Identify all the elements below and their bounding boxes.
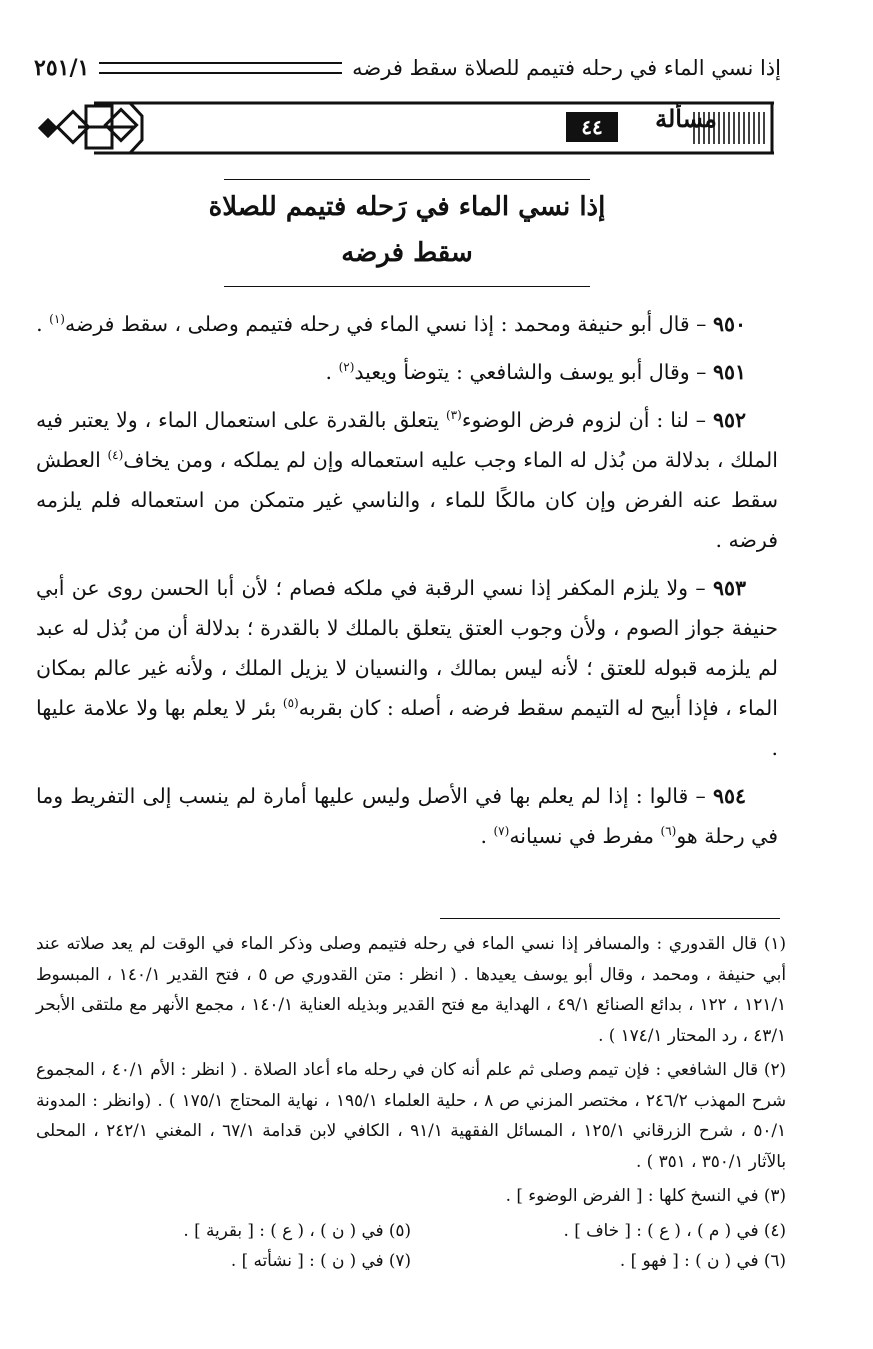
paragraph-954: [36, 776, 778, 856]
issue-label: مسألة: [655, 104, 717, 133]
footnote-6: (٦) في ( ن ) : [ فهو ] .: [619, 1250, 786, 1270]
paragraph-952: [36, 400, 778, 560]
paragraph-text-tail: يتعلق بالقدرة على استعمال الماء ، ولا يعتبر فيه الملك ، بدلالة من بُذل له الماء وجب عليه استعماله وإن لم يملكه ، ومن يخاف: [36, 408, 778, 472]
footnote-ref: (١): [49, 312, 65, 327]
footnote-row-6-7: [36, 1245, 786, 1276]
paragraph-text: – قالوا : إذا لم يعلم بها في الأصل وليس عليها أمارة لم ينسب إلى التفريط وما في رحلة هو: [36, 784, 778, 848]
title-rule-bottom: [224, 286, 590, 287]
paragraph-number: ٩٥٢: [712, 408, 746, 432]
footnote-2: (٢) قال الشافعي : فإن تيمم وصلى ثم علم أنه كان في رحله ماء أعاد الصلاة . ( انظر : الأم ٤٠/١ ، المجموع شرح المهذب ٢٤٦/٢ ، مختصر المزني ص ٨ ، حلية العلماء ١٩٥/١ ، نهاية المحتاج ١٧٥/١ ) . (وانظر : المدونة ٥٠/١ ، شرح الزرقاني ١٢٥/١ ، المسائل الفقهية ٩١/١ ، الكافي لابن قدامة ٦٧/١ ، المغني ٢٤٢/١ ، المحلى بالآثار ٣٥٠/١ ، ٣٥١ ) .: [36, 1059, 787, 1171]
footnote-7: (٧) في ( ن ) : [ نشأته ] .: [230, 1250, 411, 1270]
chapter-title-line-2: سقط فرضه: [341, 238, 473, 268]
paragraph-text-tail: .: [325, 360, 339, 384]
paragraph-number: ٩٥٠: [712, 312, 746, 336]
page-number: ٢٥١/١: [34, 55, 90, 81]
paragraph-953: [36, 568, 778, 768]
footnote-1: (١) قال القدوري : والمسافر إذا نسي الماء في رحله فتيمم وصلى وذكر الماء في الوقت لم يعد صلاته عند أبي حنيفة ، ومحمد ، وقال أبو يوسف يعيدها . ( انظر : متن القدوري ص ٥ ، فتح القدير ١٤٠/١ ، المبسوط ١٢١/١ ، ١٢٢ ، بدائع الصنائع ٤٩/١ ، الهداية مع فتح القدير وبذيله العناية ١٤٠/١ ، مجمع الأنهر مع ملتقى الأبحر ٤٣/١ ، رد المحتار ١٧٤/١ ) .: [36, 933, 786, 1045]
paragraph-text-tail: العطش سقط عنه الفرض وإن كان مالكًا للماء ، والناسي غير متمكن من استعماله فلم يلزمه فرضه .: [36, 448, 778, 552]
paragraph-text-tail: .: [36, 312, 50, 336]
footnote-5: (٥) في ( ن ) ، ( ع ) : [ بقرية ] .: [183, 1219, 411, 1240]
paragraph-text-tail: .: [480, 824, 494, 848]
footnote-ref: (٢): [338, 360, 355, 375]
issue-banner: [34, 100, 774, 156]
chapter-title-line-1: إذا نسي الماء في رَحله فتيمم للصلاة: [208, 192, 606, 222]
running-header-rule: [99, 62, 342, 74]
footnote-3: (٣) في النسخ كلها : [ الفرض الوضوء ] .: [505, 1185, 786, 1205]
paragraph-text-tail: مفرط في نسيانه: [509, 824, 661, 848]
paragraph-950: [36, 304, 778, 344]
paragraph-number: ٩٥١: [712, 360, 746, 384]
paragraph-951: [36, 352, 778, 392]
footnote-ref: (٧): [493, 824, 510, 839]
paragraph-text: – قال أبو حنيفة ومحمد : إذا نسي الماء في رحله فتيمم وصلى ، سقط فرضه: [64, 312, 713, 336]
paragraph-text: – ولا يلزم المكفر إذا نسي الرقبة في ملكه فصام ؛ لأن أبا الحسن روى عن أبي حنيفة جواز الصوم ، ولأن وجوب العتق يتعلق بالملك لا بالقدرة ؛ بدلالة أن من بُذل له عبد لم يلزمه قبوله للعتق ؛ لأنه ليس بمالك ، والنسيان لا يزيل الملك ، ولأنه غير عالم بمكان الماء ، فإذا أبيح له التيمم سقط فرضه ، أصله : كان بقربه: [36, 576, 778, 720]
paragraph-number: ٩٥٣: [712, 576, 746, 600]
footnote-ref: (٣): [445, 408, 462, 423]
footnote-row-4-5: [36, 1215, 786, 1246]
paragraph-text: – وقال أبو يوسف والشافعي : يتوضأ ويعيد: [354, 360, 713, 384]
running-header-title: إذا نسي الماء في رحله فتيمم للصلاة سقط فرضه: [352, 56, 781, 80]
footnote-ref: (٤): [107, 448, 124, 463]
footnotes: [36, 928, 786, 1276]
footnote-separator: [440, 918, 780, 919]
running-header: [34, 48, 781, 88]
issue-number-badge: ٤٤: [566, 112, 618, 142]
main-text: [36, 304, 778, 864]
footnote-ref: (٥): [282, 696, 299, 711]
title-rule-top: [224, 179, 590, 180]
paragraph-text-tail: بئر لا يعلم بها ولا علامة عليها .: [36, 696, 778, 760]
paragraph-number: ٩٥٤: [712, 784, 746, 808]
footnote-4: (٤) في ( م ) ، ( ع ) : [ خاف ] .: [563, 1219, 786, 1240]
footnote-ref: (٦): [660, 824, 677, 839]
paragraph-text: – لنا : أن لزوم فرض الوضوء: [461, 408, 713, 432]
